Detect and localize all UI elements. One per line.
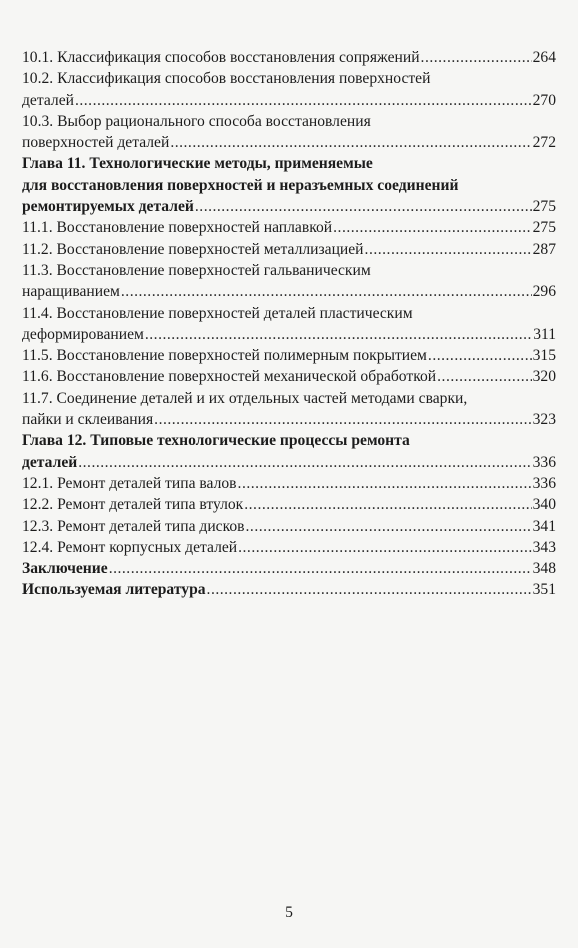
toc-entry-text: 11.2. Восстановление поверхностей металлизацией [22, 240, 364, 258]
toc-page-number: 272 [532, 134, 556, 152]
toc-entry-text: деталей [22, 453, 78, 471]
dot-leader [75, 90, 532, 111]
toc-page-number: 311 [533, 325, 556, 343]
toc-page-number: 275 [532, 219, 556, 237]
toc-page-number: 315 [532, 347, 556, 365]
toc-page-number: 336 [532, 474, 556, 492]
dot-leader [170, 132, 531, 153]
toc-line [22, 281, 556, 302]
toc-entry-text: 12.3. Ремонт деталей типа дисков [22, 517, 245, 535]
toc-line [22, 217, 556, 238]
toc-page-number: 341 [532, 517, 556, 535]
toc-entry-text: 10.1. Классификация способов восстановления сопряжений [22, 49, 420, 66]
toc-line [22, 494, 556, 515]
toc-page-number: 348 [532, 560, 556, 578]
toc-line [22, 196, 556, 217]
toc-line [22, 579, 556, 600]
toc-line [22, 366, 556, 387]
toc-line [22, 473, 556, 494]
toc-page-number: 320 [532, 368, 556, 386]
toc-entry-text: 11.4. Восстановление поверхностей деталей пластическим [22, 304, 413, 322]
dot-leader [421, 47, 532, 68]
dot-leader [333, 217, 531, 238]
toc-line [22, 68, 556, 89]
dot-leader [365, 239, 532, 260]
toc-entry-text: поверхностей деталей [22, 134, 170, 152]
toc-line [22, 324, 556, 345]
toc-entry-text: ремонтируемых деталей [22, 198, 194, 216]
toc-page-number: 270 [532, 91, 556, 109]
toc-line [22, 388, 556, 409]
toc-line [22, 260, 556, 281]
toc-line [22, 47, 556, 68]
dot-leader [244, 494, 531, 515]
toc-line [22, 303, 556, 324]
toc-entry-text: наращиванием [22, 283, 120, 301]
toc-line [22, 430, 556, 451]
toc-page-number: 323 [532, 411, 556, 429]
toc-line [22, 516, 556, 537]
toc-entry-text: 11.3. Восстановление поверхностей гальваническим [22, 261, 371, 279]
dot-leader [109, 558, 532, 579]
toc-entry-text: 12.1. Ремонт деталей типа валов [22, 474, 237, 492]
dot-leader [238, 473, 532, 494]
dot-leader [238, 537, 531, 558]
toc-line [22, 345, 556, 366]
toc-page-number: 351 [532, 581, 556, 599]
toc-line [22, 90, 556, 111]
toc-line [22, 537, 556, 558]
toc-entry-text: пайки и склеивания [22, 411, 154, 429]
toc-line [22, 111, 556, 132]
toc-entry-text: 12.4. Ремонт корпусных деталей [22, 538, 238, 556]
dot-leader [78, 452, 531, 473]
toc-entry-text: 11.7. Соединение деталей и их отдельных частей методами сварки, [22, 389, 468, 407]
toc-page-number: 296 [532, 283, 556, 301]
dot-leader [246, 516, 532, 537]
dot-leader [195, 196, 532, 217]
toc-entry-text: деталей [22, 91, 74, 109]
toc-page-number: 340 [532, 496, 556, 514]
toc-line [22, 175, 556, 196]
toc-line [22, 132, 556, 153]
dot-leader [207, 579, 532, 600]
toc-entry-text: 10.2. Классификация способов восстановления поверхностей [22, 70, 431, 88]
toc-entry-text: для восстановления поверхностей и неразъемных соединений [22, 176, 459, 194]
toc-page-number: 275 [532, 198, 556, 216]
toc-entry-text: Используемая литература [22, 581, 206, 599]
toc-page-number: 336 [532, 453, 556, 471]
toc-entry-text: 12.2. Ремонт деталей типа втулок [22, 496, 244, 514]
toc-entry-text: 11.6. Восстановление поверхностей механической обработкой [22, 368, 437, 386]
toc-line [22, 409, 556, 430]
dot-leader [437, 366, 531, 387]
toc-line [22, 452, 556, 473]
toc-line [22, 153, 556, 174]
table-of-contents [22, 47, 556, 601]
toc-entry-text: деформированием [22, 325, 144, 343]
dot-leader [121, 281, 532, 302]
dot-leader [145, 324, 532, 345]
toc-entry-text: Глава 12. Типовые технологические процессы ремонта [22, 432, 410, 450]
toc-entry-text: 11.1. Восстановление поверхностей наплавкой [22, 219, 333, 237]
dot-leader [154, 409, 531, 430]
toc-entry-text: Глава 11. Технологические методы, применяемые [22, 155, 373, 173]
toc-line [22, 558, 556, 579]
toc-entry-text: 11.5. Восстановление поверхностей полимерным покрытием [22, 347, 427, 365]
toc-entry-text: Заключение [22, 560, 108, 578]
toc-page-number: 287 [532, 240, 556, 258]
page-number: 5 [285, 904, 293, 921]
dot-leader [428, 345, 532, 366]
toc-page-number: 264 [532, 49, 556, 66]
toc-line [22, 239, 556, 260]
toc-page-number: 343 [532, 538, 556, 556]
toc-entry-text: 10.3. Выбор рационального способа восстановления [22, 112, 371, 130]
